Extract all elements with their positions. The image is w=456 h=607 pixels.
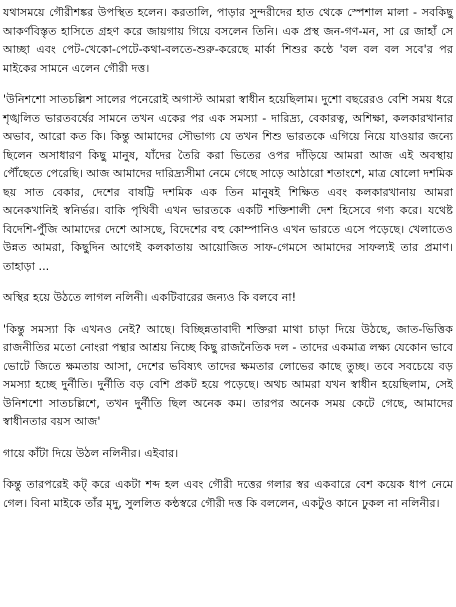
paragraph-mic-failure: কিন্তু তারপরেই কট্ করে একটা শব্দ হল এবং গৌরী দত্তের গলার স্বর একবারে বেশ কয়েক ধাপ নেমে গেল। বিনা মাইকে তাঁর মৃদু, সুললিত কন্ঠস্বরে গৌরী দত্ত কি বললেন, একটুও কানে ঢুকল না নলিনীর।	[3, 478, 453, 510]
paragraph-nalini-thrill: গায়ে কাঁটা দিয়ে উঠল নলিনীর। এইবার।	[3, 446, 179, 460]
paragraph-arrival: যথাসময়ে গৌরীশঙ্কর উপস্থিত হলেন। করতালি, পাড়ার সুন্দরীদের হাত থেকে স্পেশাল মালা - সবকিছু আকর্ণবিস্তৃত হাসিতে গ্রহণ করে জায়গায় গিয়ে বসলেন তিনি। এক প্রস্থ জন-গণ-মন, সা রে জাহাঁ সে আচ্ছা এবং পেট-খেকো-পেটে-কথা-বলতে-শুরু-করেছে মার্কা শিশুর কন্ঠে 'বল বল বল সবে'র পর মাইকের সামনে এলেন গৌরী দত্ত।	[3, 6, 453, 75]
paragraph-nalini-restless: অস্থির হয়ে উঠতে লাগল নলিনী। একটিবারের জন্যও কি বলবে না!	[3, 291, 297, 304]
paragraph-speech-independence: 'উনিশশো সাতচল্লিশ সালের পনেরোই অগাস্ট আমরা স্বাধীন হয়েছিলাম। দুশো বছরেরও বেশি সময় ধরে শৃঙ্খলিত ভারতবর্ষের সামনে তখন একের পর এক সমস্যা - দারিদ্র্য, বেকারত্ব, অশিক্ষা, কলকারখানার অভাব, আরো কত কি। কিন্তু আমাদের সৌভাগ্য যে তখন শিশু ভারতকে এগিয়ে নিয়ে যাওয়ার জন্যে ছিলেন অসাধারণ কিছু মানুষ, যাঁদের তৈরি করা ভিতের ওপর দাঁড়িয়ে আমরা আজ এই অবস্থায় পৌঁছেতে পেরেছি। আজ আমাদের দারিদ্র্যসীমা নেমে গেছে সাড়ে আঠারো শতাংশে, মাত্র ষোলো দশমিক ছয় সাত বেকার, দেশের বাষট্টি দশমিক এক তিন মানুষই শিক্ষিত এবং কলকারখানায় আমরা অনেকখানিই স্বনির্ভর। বাকি পৃথিবী এখন ভারতকে একটি শক্তিশালী দেশ হিসেবে গণ্য করে। যথেষ্ট বিদেশি-পুঁজি আমাদের দেশে আসছে, বিদেশের বহু কোম্পানিও এখন ভারতে এসে পড়েছে। খেলাতেও উন্নত আমরা, কিছুদিন আগেই কলকাতায় আয়োজিত সাফ-গেমসে আমাদের সাফল্যই তার প্রমাণ। তাহাড়া ...	[3, 93, 453, 273]
paragraph-speech-problems: 'কিন্তু সমস্যা কি এখনও নেই? আছে। বিচ্ছিন্নতাবাদী শক্তিরা মাথা চাড়া দিয়ে উঠছে, জাত-ভিত্তিক রাজনীতির মতো নোংরা পন্থার আশ্রয় নিচ্ছে কিছু রাজনৈতিক দল - তাদের একমাত্র লক্ষ্য যেকোন ভাবে ভোটে জিতে ক্ষমতায় আসা, দেশের ভবিষ্যৎ তাদের ক্ষমতার লোভের কাছে তুচ্ছ। তবে সবচেয়ে বড় সমস্যা হচ্ছে দুর্নীতি। দুর্নীতি বড় বেশি প্রকট হয়ে পড়েছে। অথচ আমরা যখন স্বাধীন হয়েছিলাম, সেই উনিশশো সাতচল্লিশে, তখন দুর্নীতি ছিল অনেক কম। তারপর অনেক সময় কেটে গেছে, আমাদের স্বাধীনতার বয়স আজ'	[3, 322, 453, 428]
